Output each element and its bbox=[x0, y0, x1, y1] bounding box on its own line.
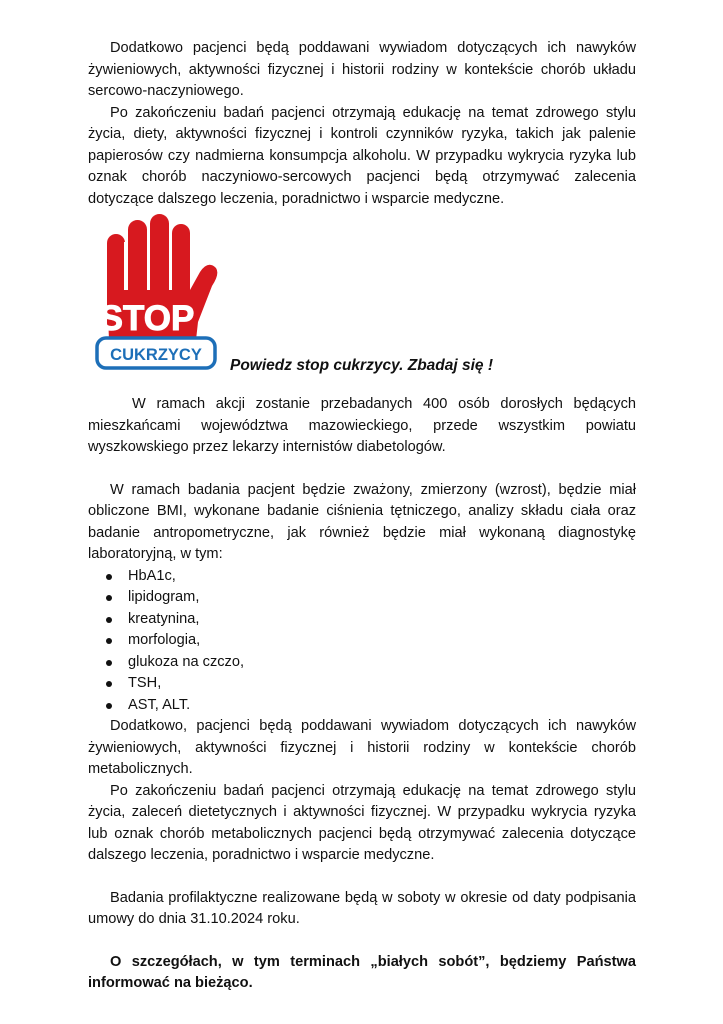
list-item: TSH, bbox=[88, 673, 636, 695]
bullet-icon bbox=[106, 660, 112, 666]
bullet-icon bbox=[106, 681, 112, 687]
list-item: HbA1c, bbox=[88, 566, 636, 588]
slogan: Powiedz stop cukrzycy. Zbadaj się ! bbox=[230, 357, 494, 374]
list-item: lipidogram, bbox=[88, 587, 636, 609]
stop-diabetes-logo bbox=[88, 212, 226, 372]
list-item: kreatynina, bbox=[88, 609, 636, 631]
document-page bbox=[88, 38, 636, 995]
paragraph-final-notice: O szczegółach, w tym terminach „białych sobót”, będziemy Państwa informować na bieżąco. bbox=[88, 953, 636, 991]
paragraph-schedule: Badania profilaktyczne realizowane będą w soboty w okresie od daty podpisania umowy do dnia 31.10.2024 roku. bbox=[88, 889, 636, 927]
bullet-icon bbox=[106, 638, 112, 644]
bullet-icon bbox=[106, 703, 112, 709]
logo-row bbox=[88, 212, 636, 382]
logo-stop-text: STOP bbox=[99, 299, 195, 338]
lab-tests-list bbox=[88, 566, 636, 717]
bullet-icon bbox=[106, 595, 112, 601]
list-item: morfologia, bbox=[88, 630, 636, 652]
paragraph-exam: W ramach badania pacjent będzie zważony, zmierzony (wzrost), będzie miał obliczone BMI, wykonane badanie ciśnienia tętniczego, analizy składu ciała oraz badanie antropometryczne, jak również będzie miał wykonaną diagnostykę laboratoryjną, w tym: bbox=[88, 481, 636, 562]
paragraph-scope: W ramach akcji zostanie przebadanych 400 osób dorosłych będących mieszkańcami województwa mazowieckiego, przede wszystkim powiatu wyszkowskiego przez lekarzy internistów diabetologów. bbox=[88, 396, 636, 455]
paragraph-interview-metabolic: Dodatkowo, pacjenci będą poddawani wywiadom dotyczących ich nawyków żywieniowych, aktywności fizycznej i historii rodziny w kontekście chorób metabolicznych. bbox=[88, 718, 636, 777]
list-item: AST, ALT. bbox=[88, 695, 636, 717]
paragraph-education-metabolic: Po zakończeniu badań pacjenci otrzymają edukację na temat zdrowego stylu życia, zaleceń dietetycznych i aktywności fizycznej. W przypadku wykrycia ryzyka lub oznak chorób metabolicznych pacjenci będą otrzymywać zalecenia dotyczące dalszego leczenia, poradnictwo i wsparcie medyczne. bbox=[88, 782, 636, 863]
logo-sub-text: CUKRZYCY bbox=[110, 346, 202, 364]
paragraph-interview-cardio: Dodatkowo pacjenci będą poddawani wywiadom dotyczących ich nawyków żywieniowych, aktywności fizycznej i historii rodziny w kontekście chorób układu sercowo-naczyniowego. bbox=[88, 40, 636, 99]
bullet-icon bbox=[106, 617, 112, 623]
list-item: glukoza na czczo, bbox=[88, 652, 636, 674]
paragraph-education-cardio: Po zakończeniu badań pacjenci otrzymają edukację na temat zdrowego stylu życia, diety, aktywności fizycznej i kontroli czynników ryzyka, takich jak palenie papierosów czy nadmierna konsumpcja alkoholu. W przypadku wykrycia ryzyka lub oznak chorób naczyniowo-sercowych pacjenci będą otrzymywać zalecenia dotyczące dalszego leczenia, poradnictwo i wsparcie medyczne. bbox=[88, 104, 636, 207]
bullet-icon bbox=[106, 574, 112, 580]
